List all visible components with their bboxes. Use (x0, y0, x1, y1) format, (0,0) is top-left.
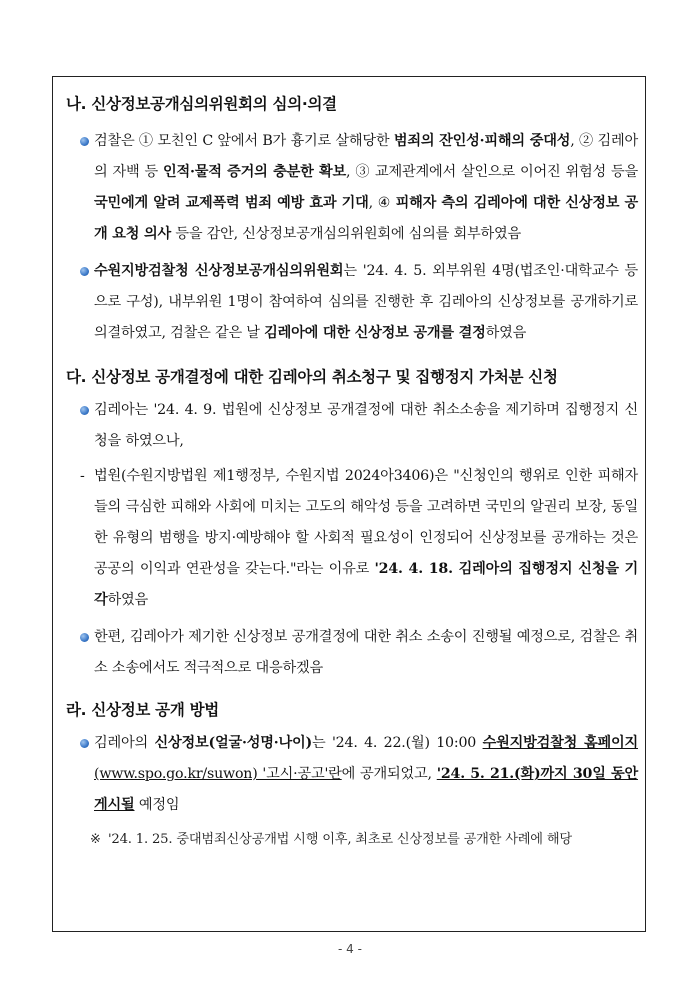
page-number: - 4 - (338, 942, 362, 956)
section-heading-da: 다. 신상정보 공개결정에 대한 김레아의 취소청구 및 집행정지 가처분 신청 (66, 368, 558, 386)
dash-marker: - (80, 468, 85, 484)
paragraph-ra-1: 김레아의 신상정보(얼굴·성명·나이)는 '24. 4. 22.(월) 10:00 수원지방검찰청 홈페이지(www.spo.go.kr/suwon) '고시·공고'란에 공개되었고, '24. 5. 21.(화)까지 30일 동안 게시될 예정임 (66, 728, 638, 821)
document-body (66, 92, 638, 855)
paragraph-na-2: 수원지방검찰청 신상정보공개심의위원회는 '24. 4. 5. 외부위원 4명(법조인·대학교수 등으로 구성), 내부위원 1명이 참여하여 심의를 진행한 후 김레아의 신상정보를 공개하기로 의결하였고, 검찰은 같은 날 김레아에 대한 신상정보 공개를 결정하였음 (66, 256, 638, 349)
paragraph-na-1: 검찰은 ① 모친인 C 앞에서 B가 흉기로 살해당한 범죄의 잔인성·피해의 중대성, ② 김레아의 자백 등 인적·물적 증거의 충분한 확보, ③ 교제관계에서 살인으로 이어진 위험성 등을 국민에게 알려 교제폭력 범죄 예방 효과 기대, ④ 피해자 측의 김레아에 대한 신상정보 공개 요청 의사 등을 감안, 신상정보공개심의위원회에 심의를 회부하였음 (66, 126, 638, 250)
bullet-icon (80, 739, 89, 748)
footnote: ※ '24. 1. 25. 중대범죄신상공개법 시행 이후, 최초로 신상정보를 공개한 사례에 해당 (66, 825, 638, 855)
paragraph-da-court: - 법원(수원지방법원 제1행정부, 수원지법 2024아3406)은 "신청인의 행위로 인한 피해자들의 극심한 피해와 사회에 미치는 고도의 해악성 등을 고려하면 국민의 알권리 보장, 동일한 유형의 범행을 방지·예방해야 할 사회적 필요성이 인정되어 신상정보를 공개하는 것은 공공의 이익과 연관성을 갖는다."라는 이유로 '24. 4. 18. 김레아의 집행정지 신청을 기각하였음 (66, 461, 638, 616)
bullet-icon (80, 406, 89, 415)
section-heading-ra: 라. 신상정보 공개 방법 (66, 701, 219, 719)
section-heading-na: 나. 신상정보공개심의위원회의 심의·의결 (66, 95, 337, 113)
paragraph-da-1: 김레아는 '24. 4. 9. 법원에 신상정보 공개결정에 대한 취소소송을 제기하며 집행정지 신청을 하였으나, (66, 395, 638, 457)
bullet-icon (80, 137, 89, 146)
bullet-icon (80, 633, 89, 642)
paragraph-da-2: 한편, 김레아가 제기한 신상정보 공개결정에 대한 취소 소송이 진행될 예정으로, 검찰은 취소 소송에서도 적극적으로 대응하겠음 (66, 622, 638, 684)
bullet-icon (80, 267, 89, 276)
reference-mark: ※ (90, 832, 101, 847)
